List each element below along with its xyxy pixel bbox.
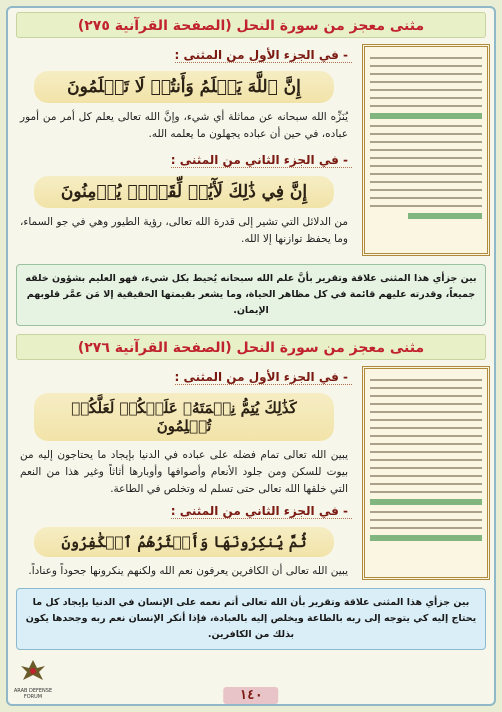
verse-box: كَذَٰلِكَ يُتِمُّ نِعۡمَتَهُۥ عَلَيۡكُمۡ لَعَلَّكُمۡ تُسۡلِمُونَ [34,393,334,441]
forum-logo [12,658,54,700]
part-two-heading: - في الجزء الثاني من المثنى : [171,504,352,519]
section-275 [12,12,490,326]
page [6,6,496,706]
section-title: مثنى معجز من سورة النحل (الصفحة القرآنية ٢٧٦) [16,334,486,360]
quran-page-image [362,44,490,256]
section-276 [12,334,490,650]
part-one-heading: - في الجزء الأول من المثنى : [175,48,352,63]
part-one-heading: - في الجزء الأول من المثنى : [175,370,352,385]
verse-box: إِنَّ ٱللَّهَ يَعۡلَمُ وَأَنتُمۡ لَا تَعۡلَمُونَ [34,71,334,103]
explanation-text: يُنَزِّه الله سبحانه عن مماثلة أي شيء، وإنَّ الله تعالى يعلم كل أمر من أمور عباده، في حين أن عباده يجهلون ما يعلمه الله. [20,111,348,140]
page-number: ١٤٠ [223,687,278,704]
summary-box: بين جزأي هذا المثنى علاقة وتقرير بأنَّ علم الله سبحانه يُحيط بكل شيء، فهو العليم بشؤون خلقه جميعاً، وقدرته عليهم قائمة في كل مظاهر الحياة، وما يشعر بقيمتها الحقيقية إلا مَن عمَّر قلوبهم الإيمان. [16,264,486,326]
explanation-text: يبين الله تعالى تمام فضله على عباده في الدنيا بإيجاد ما يحتاجون إليه من بيوت للسكن ومن جلود الأنعام وأصوافها وأوبارها أثاثاً وغير هذا من النعم التي خلقها الله تعالى حتى تسلم له وتخلص في الطاعة. [20,449,348,495]
explanation-text: من الدلائل التي تشير إلى قدرة الله تعالى، رؤية الطيور وهي في جو السماء، وما يحفظ توازنها إلا الله. [20,216,348,245]
summary-box: بين جزأي هذا المثنى علاقة وتقرير بأن الله تعالى أتم نعمه على الإنسان في الدنيا بإيجاد كل ما يحتاج إليه كي يتوجه إلى ربه بالطاعة ويخلص إليه بالعبادة، فإذا أنكر الإنسان نعم ربه وجحدها يكون بذلك من الكافرين. [16,588,486,650]
verse-box: ثُمَّ يُنكِرُونَهَا وَأَكۡثَرُهُمُ ٱلۡكَٰفِرُونَ [34,527,334,557]
eagle-emblem-icon [19,658,47,684]
explanation-text: يبين الله تعالى أن الكافرين يعرفون نعم الله ولكنهم ينكرونها جحوداً وعناداً. [28,565,348,577]
section-title: مثنى معجز من سورة النحل (الصفحة القرآنية ٢٧٥) [16,12,486,38]
quran-page-image [362,366,490,580]
verse-box: إِنَّ فِي ذَٰلِكَ لَأٓيَٰتٖ لِّقَوۡمٖ يُؤۡمِنُونَ [34,176,334,208]
logo-caption: ARAB DEFENSE FORUM [13,688,53,700]
part-two-heading: - في الجزء الثاني من المثنى : [171,153,352,168]
